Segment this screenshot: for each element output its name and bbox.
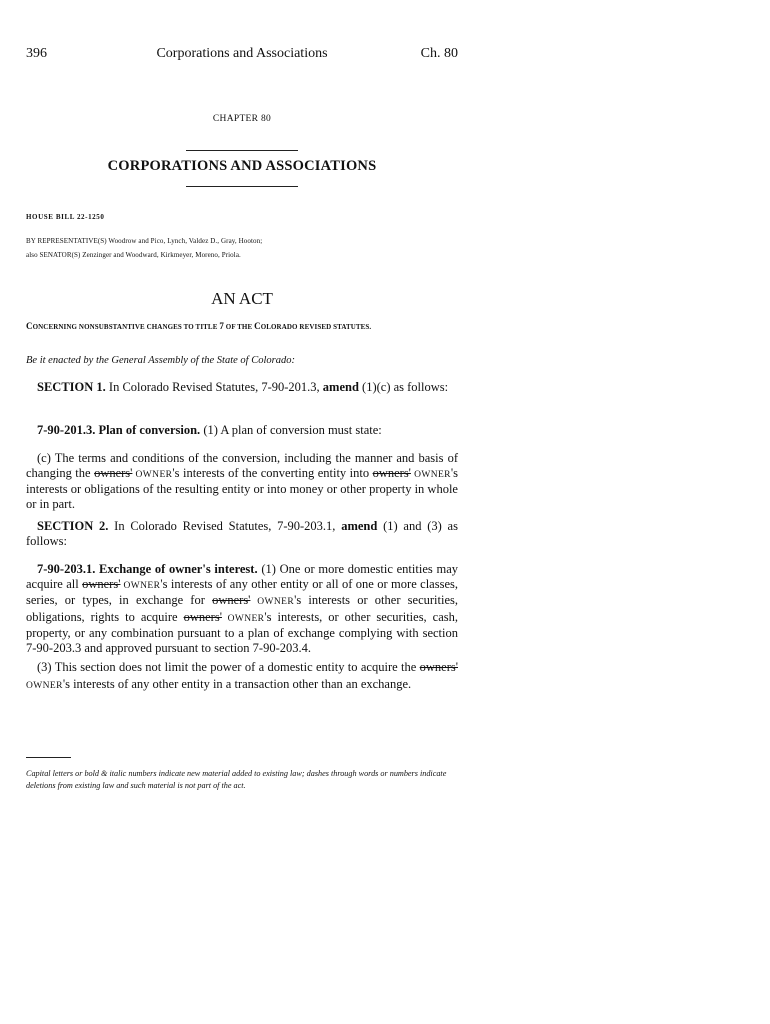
section-2-text-b: (1) and (3) as follows: [26, 519, 458, 548]
chapter-reference: Ch. 80 [420, 46, 458, 61]
section-2-label: SECTION 2. [37, 519, 109, 533]
inserted-text: OWNER [120, 580, 161, 591]
paragraph-c-text-1: (c) The terms and conditions of the conversion, including the manner and basis of changing the [26, 451, 458, 480]
section-1-paragraph [26, 380, 458, 395]
paragraph-c-text-2: 's interests of the converting entity into [172, 465, 373, 480]
statute-203-1-text-3: 's interests or other securities, obligations, rights to acquire [26, 593, 459, 624]
section-2-amend: amend [341, 519, 378, 533]
act-title-part-2: OF THE [223, 323, 255, 331]
statute-201-3-heading: 7-90-201.3. Plan of conversion. [37, 423, 201, 437]
statute-203-1-paragraph [26, 562, 458, 656]
running-title: Corporations and Associations [156, 46, 328, 61]
paragraph-c-text-3: 's interests or obligations of the resulting entity or into money or other property in whole or in part. [26, 465, 459, 511]
statute-201-3-text: (1) A plan of conversion must state: [200, 423, 382, 437]
act-heading: AN ACT [211, 289, 273, 308]
inserted-text: OWNER [250, 597, 295, 608]
footnote-rule [26, 757, 71, 758]
section-2-paragraph [26, 519, 458, 548]
paragraph-3-text-1: (3) This section does not limit the power of a domestic entity to acquire the [37, 660, 420, 674]
act-title-part-1: ONCERNING NONSUBSTANTIVE CHANGES TO TITLE [32, 323, 220, 331]
title-rule-top [186, 150, 298, 151]
sponsors-line-2: also SENATOR(S) Zenzinger and Woodward, Kirkmeyer, Moreno, Priola. [26, 251, 241, 259]
chapter-label: CHAPTER 80 [212, 114, 272, 124]
deleted-text: owners' [82, 576, 121, 591]
section-1-text-a: In Colorado Revised Statutes, 7-90-201.3, [105, 380, 323, 394]
act-title-cap-3: C [254, 321, 261, 331]
deleted-text: owners' [419, 660, 458, 674]
statute-203-1-heading: 7-90-203.1. Exchange of owner's interest. [37, 562, 258, 576]
bill-number: HOUSE BILL 22-1250 [26, 213, 105, 221]
section-1-text-b: (1)(c) as follows: [358, 380, 449, 394]
act-title-cap-2: 7 [219, 321, 224, 331]
deleted-text: owners' [372, 465, 411, 480]
title-rule-bottom [186, 186, 298, 187]
page-number: 396 [26, 46, 47, 61]
paragraph-3-text-2: 's interests of any other entity in a transaction other than an exchange. [62, 676, 412, 691]
statute-201-3-paragraph [26, 423, 458, 438]
inserted-text: OWNER [221, 613, 265, 624]
statute-203-1-text-2: 's interests of any other entity or all of one or more classes, series, or types, in exchange for [26, 576, 458, 608]
deleted-text: owners' [183, 609, 222, 624]
deleted-text: owners' [94, 465, 133, 480]
inserted-text: OWNER [410, 469, 451, 480]
page-header [26, 46, 458, 64]
paragraph-3 [26, 660, 458, 693]
section-1-label: SECTION 1. [37, 380, 106, 394]
statute-203-1-text-1: (1) One or more domestic entities may acquire all [26, 562, 458, 591]
footnote: Capital letters or bold & italic numbers indicate new material added to existing law; dashes through words or numbers indicate deletions from existing law and such material is not part of the act. [26, 769, 447, 790]
chapter-title: CORPORATIONS AND ASSOCIATIONS [107, 158, 377, 174]
deleted-text: owners' [212, 593, 251, 608]
act-title [26, 321, 371, 331]
paragraph-c [26, 451, 458, 511]
inserted-text: OWNER [132, 469, 173, 480]
act-title-cap-1: C [26, 321, 33, 331]
section-1-amend: amend [322, 380, 359, 394]
sponsors-line-1: BY REPRESENTATIVE(S) Woodrow and Pico, Lynch, Valdez D., Gray, Hooton; [26, 237, 263, 245]
act-title-part-3: OLORADO REVISED STATUTES. [260, 323, 372, 331]
section-2-text-a: In Colorado Revised Statutes, 7-90-203.1, [108, 519, 342, 533]
inserted-text: OWNER [26, 680, 63, 691]
statute-203-1-text-4: 's interests, or other securities, cash, property, or any combination pursuant to a plan of exchange complying with section 7-90-203.3 and approved pursuant to section 7-90-203.4. [26, 609, 458, 655]
enacting-clause: Be it enacted by the General Assembly of the State of Colorado: [26, 355, 295, 366]
